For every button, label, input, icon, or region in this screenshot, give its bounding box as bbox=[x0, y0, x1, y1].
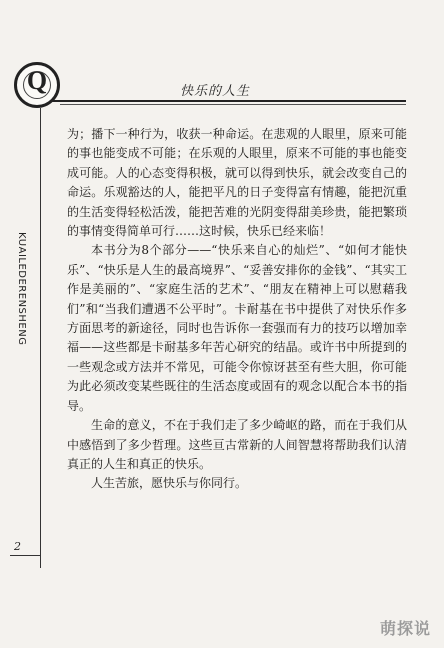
sidebar-vertical-label bbox=[6, 232, 38, 432]
paragraph-2: 本书分为8个部分——“快乐来自心的灿烂”、“如何才能快乐”、“快乐是人生的最高境界”、“妥善安排你的金钱”、“其实工作是美丽的”、“家庭生活的艺术”、“朋友在精神上可以慰藉我们”和“当我们遭遇不公平时”。卡耐基在书中提供了对快乐作多方面思考的新途径，同时也告诉你一套强而有力的技巧以增加幸福——这些都是卡耐基多年苦心研究的结晶。或许书中所提到的一些观念或方法并不常见，可能令你惊讶甚至有些大胆，你可能为此必须改变某些既往的生活态度或固有的观念以配合本书的指导。 bbox=[67, 243, 407, 413]
logo-letter: Q bbox=[26, 66, 48, 95]
body-text bbox=[67, 125, 407, 494]
sidebar-rule bbox=[40, 108, 41, 568]
header-rule bbox=[50, 100, 406, 102]
page-number: 2 bbox=[14, 540, 21, 553]
watermark-logo: 萌探说 bbox=[380, 619, 432, 638]
sidebar-vertical-text: KUAILEDERENSHENG bbox=[16, 232, 27, 346]
running-header-title: 快乐的人生 bbox=[180, 84, 251, 99]
paragraph-4: 人生苦旅，愿快乐与你同行。 bbox=[91, 476, 248, 491]
header-rule-thin bbox=[60, 104, 406, 105]
paragraph-1: 为；播下一种行为，收获一种命运。在悲观的人眼里，原来可能的事也能变成不可能；在乐观的人眼里，原来不可能的事也能变成可能。人的心态变得积极，就可以得到快乐，就会改变自己的命运。乐观豁达的人，能把平凡的日子变得富有情趣，能把沉重的生活变得轻松活泼，能把苦难的光阴变得甜美珍贵，能把繁琐的事情变得简单可行……这时候，快乐已经来临！ bbox=[67, 127, 407, 239]
page-number-rule bbox=[10, 555, 40, 556]
paragraph-3: 生命的意义，不在于我们走了多少崎岖的路，而在于我们从中感悟到了多少哲理。这些亘古常新的人间智慧将帮助我们认清真正的人生和真正的快乐。 bbox=[67, 418, 407, 471]
